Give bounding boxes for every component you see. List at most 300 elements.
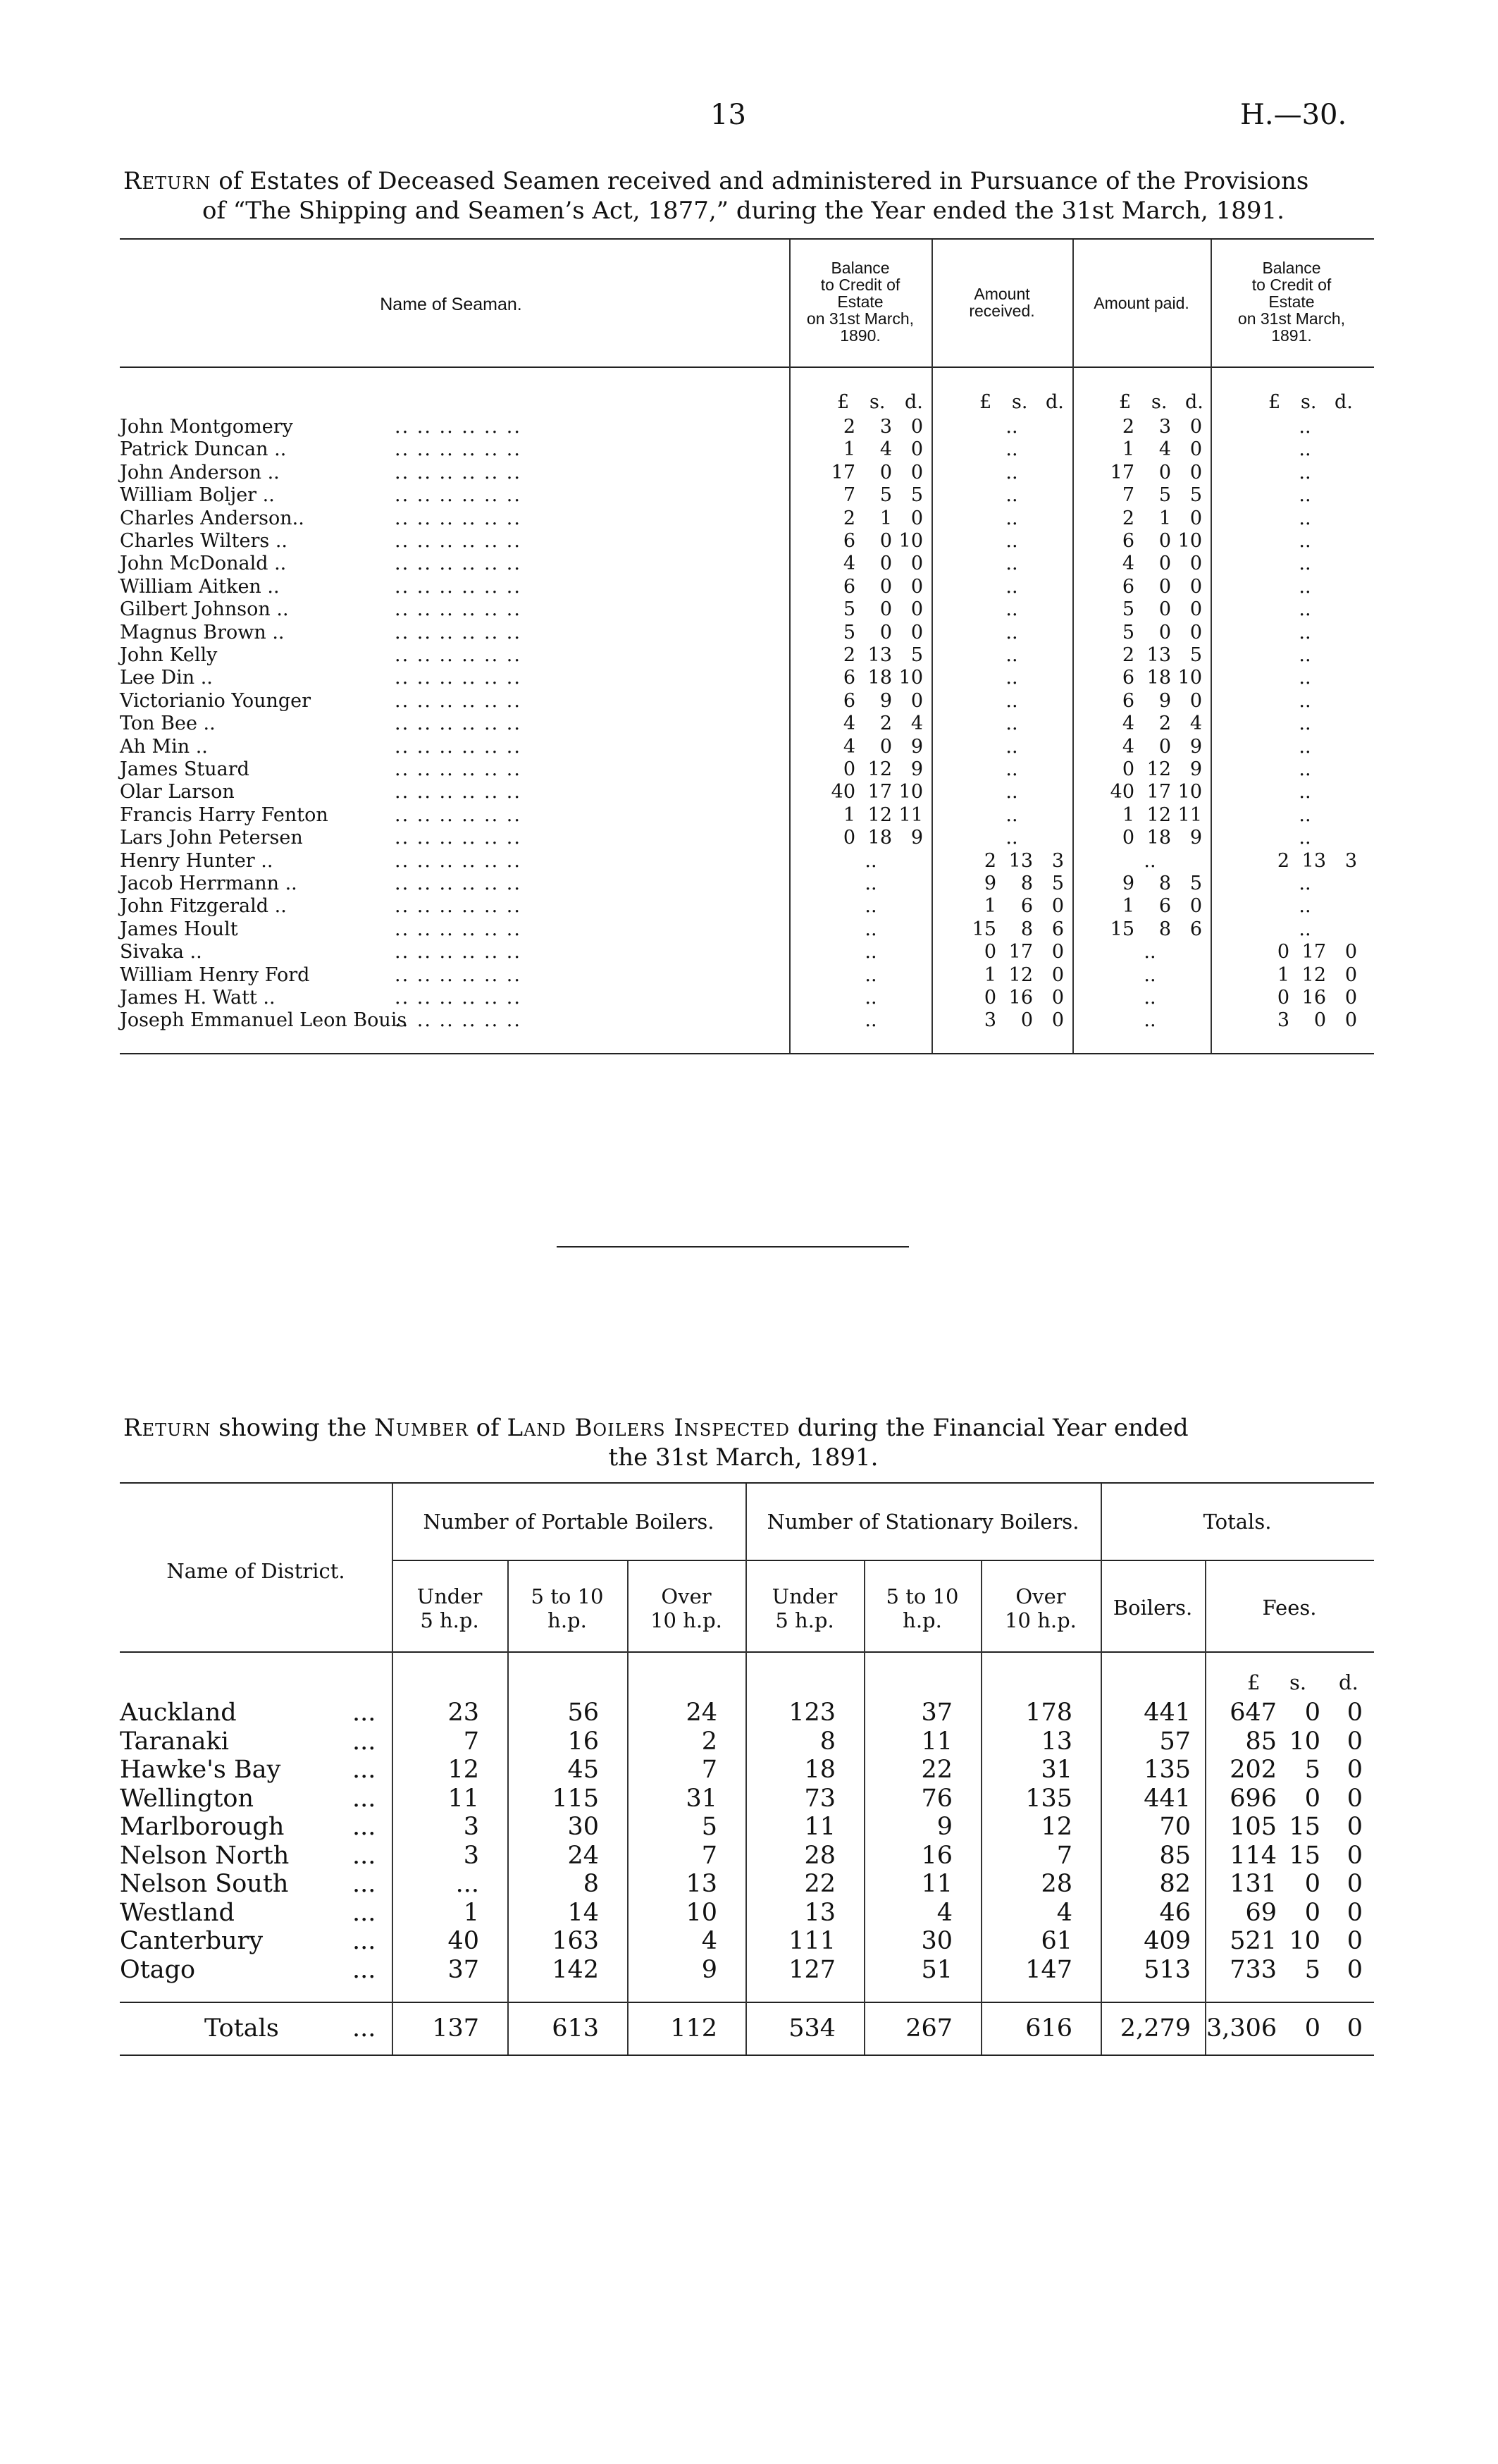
- count-cell: 7: [701, 1841, 717, 1870]
- pounds: 0: [1277, 987, 1289, 1009]
- table-row: [0, 1813, 1498, 1841]
- nil-marker: ..: [865, 873, 877, 894]
- seaman-name: James Hoult: [120, 918, 238, 940]
- count-cell: 2: [701, 1727, 717, 1756]
- shillings: 3: [1158, 416, 1171, 438]
- leader-dots: .. .. .. .. .. ..: [395, 575, 521, 598]
- nil-marker: ..: [1005, 735, 1018, 758]
- nil-marker: ..: [1144, 849, 1156, 872]
- fee-pounds: 733: [1230, 1955, 1277, 1984]
- col-head-over-10: Over 10 h.p.: [650, 1584, 722, 1632]
- pence: 5: [910, 484, 923, 507]
- unit-shilling: s.: [1289, 1670, 1307, 1694]
- unit-shilling: s.: [1151, 391, 1168, 413]
- leader-dots: .. .. .. .. .. ..: [395, 803, 521, 826]
- table-row: [0, 1956, 1498, 1984]
- fee-pounds: 202: [1230, 1756, 1277, 1784]
- count-cell: 115: [552, 1784, 599, 1813]
- pence: 9: [910, 758, 923, 780]
- nil-marker: ..: [1299, 530, 1311, 552]
- leader-dots: ...: [352, 1841, 376, 1870]
- nil-marker: ..: [1005, 667, 1018, 689]
- seaman-name: Francis Harry Fenton: [120, 803, 328, 826]
- fee-pence: 0: [1347, 1699, 1363, 1727]
- unit-pence: d.: [1335, 391, 1353, 413]
- count-cell: 409: [1144, 1927, 1191, 1955]
- pence: 4: [910, 713, 923, 735]
- shillings: 13: [867, 644, 892, 666]
- nil-marker: ..: [1299, 507, 1311, 529]
- pounds: 15: [1110, 918, 1134, 940]
- pounds: 6: [843, 575, 855, 598]
- seaman-name: Lee Din ..: [120, 667, 213, 689]
- nil-marker: ..: [1299, 461, 1311, 483]
- count-cell: 441: [1144, 1699, 1191, 1727]
- count-cell: 85: [1159, 1841, 1191, 1870]
- seaman-name: Patrick Duncan ..: [120, 438, 287, 461]
- count-cell: 22: [804, 1870, 836, 1898]
- pence: 0: [1344, 941, 1357, 963]
- pence: 0: [910, 438, 923, 461]
- pence: 0: [1344, 1009, 1357, 1032]
- nil-marker: ..: [1005, 438, 1018, 461]
- pounds: 6: [1122, 575, 1134, 598]
- pounds: 1: [843, 438, 855, 461]
- fee-pounds: 69: [1245, 1898, 1277, 1927]
- leader-dots: ...: [352, 1784, 376, 1813]
- leader-dots: .. .. .. .. .. ..: [395, 918, 521, 940]
- count-cell: 4: [701, 1927, 717, 1955]
- nil-marker: ..: [1005, 461, 1018, 483]
- table-row: [0, 1899, 1498, 1927]
- leader-dots: .. .. .. .. .. ..: [395, 758, 521, 780]
- boiler-bottom-rule: [120, 2055, 1374, 2056]
- col-head-portable: Number of Portable Boilers.: [423, 1510, 714, 1534]
- shillings: 18: [867, 667, 892, 689]
- count-cell: 40: [447, 1927, 479, 1955]
- count-cell: 267: [905, 2014, 953, 2043]
- shillings: 4: [1158, 438, 1171, 461]
- shillings: 17: [867, 781, 892, 803]
- district-name: Wellington: [120, 1784, 254, 1813]
- count-cell: 31: [686, 1784, 717, 1813]
- shillings: 18: [867, 827, 892, 849]
- leader-dots: .. .. .. .. .. ..: [395, 781, 521, 803]
- pence: 0: [910, 621, 923, 643]
- seaman-name: Henry Hunter ..: [120, 849, 273, 872]
- fee-pence: 0: [1347, 1813, 1363, 1841]
- pence: 0: [1189, 461, 1202, 483]
- pounds: 2: [984, 849, 996, 872]
- shillings: 1: [879, 507, 892, 529]
- pounds: 0: [1122, 827, 1134, 849]
- district-name: Otago: [120, 1955, 196, 1984]
- unit-pound: £: [1247, 1670, 1261, 1694]
- pounds: 2: [1122, 416, 1134, 438]
- fee-pounds: 3,306: [1206, 2014, 1277, 2043]
- fee-shillings: 0: [1304, 1784, 1320, 1813]
- col-head-under-5: Under 5 h.p.: [416, 1584, 483, 1632]
- col-head-boilers: Boilers.: [1113, 1596, 1193, 1620]
- pounds: 0: [1122, 758, 1134, 780]
- shillings: 8: [1020, 873, 1033, 894]
- shillings: 12: [867, 803, 892, 826]
- pounds: 5: [843, 621, 855, 643]
- leader-dots: ...: [352, 1870, 376, 1898]
- count-cell: 28: [804, 1841, 836, 1870]
- shillings: 0: [879, 621, 892, 643]
- table-row: [0, 1927, 1498, 1955]
- fee-pence: 0: [1347, 1841, 1363, 1870]
- count-cell: 24: [567, 1841, 599, 1870]
- shillings: 6: [1158, 895, 1171, 918]
- pence: 10: [1177, 530, 1202, 552]
- count-cell: 9: [936, 1813, 953, 1841]
- nil-marker: ..: [865, 918, 877, 940]
- count-cell: 178: [1025, 1699, 1072, 1727]
- district-name: Nelson South: [120, 1870, 289, 1898]
- shillings: 0: [1158, 530, 1171, 552]
- leader-dots: .. .. .. .. .. ..: [395, 849, 521, 872]
- count-cell: 56: [567, 1699, 599, 1727]
- nil-marker: ..: [1299, 553, 1311, 575]
- pence: 10: [898, 667, 923, 689]
- pounds: 6: [1122, 689, 1134, 712]
- leader-dots: .. .. .. .. .. ..: [395, 553, 521, 575]
- nil-marker: ..: [1005, 484, 1018, 507]
- nil-marker: ..: [1299, 438, 1311, 461]
- boiler-top-rule: [120, 1482, 1374, 1484]
- title-line-2: of “The Shipping and Seamen’s Act, 1877,” during the Year ended the 31st March, 1891.: [202, 197, 1285, 225]
- pounds: 2: [843, 507, 855, 529]
- pounds: 17: [831, 461, 855, 483]
- pounds: 6: [1122, 530, 1134, 552]
- pounds: 3: [1277, 1009, 1289, 1032]
- count-cell: 3: [463, 1813, 479, 1841]
- shillings: 9: [1158, 689, 1171, 712]
- unit-pound: £: [1268, 391, 1281, 413]
- pounds: 6: [1122, 667, 1134, 689]
- table-row: [0, 530, 1498, 553]
- pence: 0: [1344, 987, 1357, 1009]
- pounds: 2: [843, 644, 855, 666]
- pence: 0: [910, 461, 923, 483]
- count-cell: 16: [567, 1727, 599, 1756]
- fee-pounds: 105: [1230, 1813, 1277, 1841]
- count-cell: 24: [686, 1699, 717, 1727]
- pounds: 2: [1277, 849, 1289, 872]
- count-cell: 441: [1144, 1784, 1191, 1813]
- table-row: [0, 736, 1498, 758]
- col-head-5-to-10: 5 to 10 h.p.: [886, 1584, 959, 1632]
- pounds: 1: [984, 963, 996, 986]
- unit-pound: £: [837, 391, 850, 413]
- pounds: 0: [843, 827, 855, 849]
- pounds: 40: [1110, 781, 1134, 803]
- pounds: 2: [843, 416, 855, 438]
- pence: 0: [1189, 507, 1202, 529]
- shillings: 17: [1146, 781, 1171, 803]
- pence: 5: [1189, 873, 1202, 894]
- nil-marker: ..: [865, 1009, 877, 1032]
- table-row: [0, 1699, 1498, 1727]
- nil-marker: ..: [1005, 803, 1018, 826]
- pounds: 9: [984, 873, 996, 894]
- pence: 3: [1344, 849, 1357, 872]
- nil-marker: ..: [1299, 873, 1311, 894]
- count-cell: 46: [1159, 1898, 1191, 1927]
- seaman-name: James H. Watt ..: [120, 987, 276, 1009]
- nil-marker: ..: [1299, 713, 1311, 735]
- pence: 0: [1189, 553, 1202, 575]
- pounds: 5: [1122, 621, 1134, 643]
- nil-marker: ..: [1005, 530, 1018, 552]
- count-cell: 135: [1144, 1756, 1191, 1784]
- pence: 9: [910, 827, 923, 849]
- pounds: 17: [1110, 461, 1134, 483]
- pounds: 1: [843, 803, 855, 826]
- shillings: 0: [1020, 1009, 1033, 1032]
- seaman-name: James Stuard: [120, 758, 249, 780]
- table-row: [0, 873, 1498, 895]
- nil-marker: ..: [1005, 827, 1018, 849]
- shillings: 6: [1020, 895, 1033, 918]
- fee-pounds: 85: [1245, 1727, 1277, 1756]
- nil-marker: ..: [1144, 963, 1156, 986]
- shillings: 4: [879, 438, 892, 461]
- pounds: 4: [1122, 735, 1134, 758]
- pounds: 4: [843, 713, 855, 735]
- district-name: Nelson North: [120, 1841, 290, 1870]
- boiler-header-rule: [120, 1651, 1374, 1653]
- table-row: [0, 1870, 1498, 1898]
- count-cell: 142: [552, 1955, 599, 1984]
- shillings: 13: [1008, 849, 1033, 872]
- fee-pence: 0: [1347, 1927, 1363, 1955]
- pence: 6: [1189, 918, 1202, 940]
- fee-shillings: 15: [1289, 1841, 1320, 1870]
- table-row: [0, 416, 1498, 438]
- shillings: 8: [1020, 918, 1033, 940]
- table-row: [0, 1009, 1498, 1032]
- table-row: [0, 987, 1498, 1009]
- shillings: 9: [879, 689, 892, 712]
- leader-dots: .. .. .. .. .. ..: [395, 598, 521, 621]
- shillings: 0: [879, 575, 892, 598]
- table-row: [0, 781, 1498, 803]
- seaman-name: Joseph Emmanuel Leon Bouis: [120, 1009, 407, 1032]
- fee-pounds: 696: [1230, 1784, 1277, 1813]
- pence: 0: [1344, 963, 1357, 986]
- nil-marker: ..: [1005, 689, 1018, 712]
- shillings: 0: [879, 598, 892, 621]
- col-head-balance-1890: Balance to Credit of Estate on 31st March, 1890.: [806, 259, 915, 345]
- top-rule: [120, 238, 1374, 240]
- pounds: 5: [843, 598, 855, 621]
- pounds: 4: [843, 735, 855, 758]
- count-cell: 45: [567, 1756, 599, 1784]
- nil-marker: ..: [1005, 781, 1018, 803]
- col-head-stationary: Number of Stationary Boilers.: [767, 1510, 1079, 1534]
- fee-pence: 0: [1347, 1727, 1363, 1756]
- shillings: 12: [867, 758, 892, 780]
- pence: 0: [1189, 438, 1202, 461]
- nil-marker: ..: [1299, 621, 1311, 643]
- shillings: 12: [1008, 963, 1033, 986]
- nil-marker: ..: [1144, 987, 1156, 1009]
- table-row: [0, 690, 1498, 713]
- pence: 9: [1189, 827, 1202, 849]
- count-cell: 5: [701, 1813, 717, 1841]
- pence: 5: [1189, 484, 1202, 507]
- count-cell: 11: [804, 1813, 836, 1841]
- seaman-name: Gilbert Johnson ..: [120, 598, 289, 621]
- shillings: 16: [1008, 987, 1033, 1009]
- count-cell: 18: [804, 1756, 836, 1784]
- count-cell: 82: [1159, 1870, 1191, 1898]
- fee-shillings: 5: [1304, 1955, 1320, 1984]
- district-name: Hawke's Bay: [120, 1756, 281, 1784]
- pence: 9: [1189, 758, 1202, 780]
- leader-dots: .. .. .. .. .. ..: [395, 461, 521, 483]
- table-row: [0, 484, 1498, 507]
- pounds: 6: [843, 667, 855, 689]
- pence: 0: [1189, 621, 1202, 643]
- count-cell: 8: [819, 1727, 836, 1756]
- fee-pence: 0: [1347, 1898, 1363, 1927]
- fee-pence: 0: [1347, 2014, 1363, 2043]
- shillings: 0: [879, 530, 892, 552]
- section-separator: [557, 1246, 909, 1248]
- boiler-sub-rule: [1101, 1560, 1374, 1561]
- count-cell: 513: [1144, 1955, 1191, 1984]
- count-cell: 111: [788, 1927, 836, 1955]
- count-cell: 23: [447, 1699, 479, 1727]
- fee-shillings: 10: [1289, 1927, 1320, 1955]
- boilers-return-title: Return showing the Number of Land Boilers Inspected during the Financial Year ended the 31st March, 1891.: [123, 1414, 1189, 1472]
- seaman-name: John Anderson ..: [120, 461, 280, 483]
- fee-pounds: 647: [1230, 1699, 1277, 1727]
- shillings: 8: [1158, 873, 1171, 894]
- pence: 0: [1189, 575, 1202, 598]
- pounds: 15: [972, 918, 996, 940]
- nil-marker: ..: [1144, 1009, 1156, 1032]
- pence: 0: [1189, 416, 1202, 438]
- pence: 0: [910, 689, 923, 712]
- count-cell: 13: [804, 1898, 836, 1927]
- nil-marker: ..: [1299, 803, 1311, 826]
- count-cell: 9: [701, 1955, 717, 1984]
- table-row: [0, 553, 1498, 575]
- seaman-name: William Boljer ..: [120, 484, 275, 507]
- count-cell: 123: [788, 1699, 836, 1727]
- unit-pound: £: [979, 391, 992, 413]
- district-name: Auckland: [120, 1699, 237, 1727]
- leader-dots: .. .. .. .. .. ..: [395, 438, 521, 461]
- count-cell: 163: [552, 1927, 599, 1955]
- pence: 0: [1051, 1009, 1064, 1032]
- count-cell: 37: [447, 1955, 479, 1984]
- seaman-name: John Montgomery: [120, 416, 293, 438]
- table-row: [0, 964, 1498, 987]
- table-row: [0, 804, 1498, 827]
- pounds: 3: [984, 1009, 996, 1032]
- nil-marker: ..: [1299, 598, 1311, 621]
- fee-shillings: 0: [1304, 1870, 1320, 1898]
- pence: 0: [1189, 895, 1202, 918]
- table-row: [0, 462, 1498, 484]
- fee-pounds: 131: [1230, 1870, 1277, 1898]
- shillings: 12: [1301, 963, 1326, 986]
- nil-marker: ..: [1005, 644, 1018, 666]
- table-row: [0, 507, 1498, 530]
- seaman-name: Ah Min ..: [120, 735, 208, 758]
- leader-dots: .. .. .. .. .. ..: [395, 827, 521, 849]
- pounds: 1: [1277, 963, 1289, 986]
- shillings: 8: [1158, 918, 1171, 940]
- district-name: Taranaki: [120, 1727, 229, 1756]
- table-row: [0, 713, 1498, 735]
- pounds: 0: [843, 758, 855, 780]
- seaman-name: Charles Wilters ..: [120, 530, 287, 552]
- boiler-totals-rule: [120, 2002, 1374, 2003]
- count-cell: 13: [686, 1870, 717, 1898]
- count-cell: 37: [921, 1699, 953, 1727]
- table-row: [0, 1785, 1498, 1813]
- count-cell: 57: [1159, 1727, 1191, 1756]
- count-cell: 135: [1025, 1784, 1072, 1813]
- pence: 0: [1051, 963, 1064, 986]
- shillings: 5: [879, 484, 892, 507]
- count-cell: 613: [552, 2014, 599, 2043]
- fee-shillings: 5: [1304, 1756, 1320, 1784]
- shillings: 0: [1158, 598, 1171, 621]
- leader-dots: ...: [352, 1813, 376, 1841]
- table-row: [0, 667, 1498, 689]
- shillings: 0: [1158, 461, 1171, 483]
- count-cell: 22: [921, 1756, 953, 1784]
- nil-marker: ..: [1005, 553, 1018, 575]
- pence: 0: [910, 507, 923, 529]
- nil-marker: ..: [1299, 735, 1311, 758]
- district-name: Marlborough: [120, 1813, 285, 1841]
- count-cell: 2,279: [1120, 2014, 1191, 2043]
- pence: 10: [898, 781, 923, 803]
- unit-pence: d.: [1046, 391, 1064, 413]
- pounds: 0: [984, 987, 996, 1009]
- nil-marker: ..: [1299, 827, 1311, 849]
- count-cell: 534: [788, 2014, 836, 2043]
- leader-dots: .. .. .. .. .. ..: [395, 689, 521, 712]
- shillings: 17: [1008, 941, 1033, 963]
- count-cell: 12: [447, 1756, 479, 1784]
- unit-shilling: s.: [869, 391, 886, 413]
- fee-shillings: 0: [1304, 1898, 1320, 1927]
- seaman-name: Magnus Brown ..: [120, 621, 285, 643]
- district-name: Canterbury: [120, 1927, 264, 1955]
- pence: 0: [1051, 895, 1064, 918]
- unit-pence: d.: [905, 391, 923, 413]
- leader-dots: ...: [352, 2014, 376, 2043]
- count-cell: 30: [567, 1813, 599, 1841]
- pounds: 5: [1122, 598, 1134, 621]
- leader-dots: .. .. .. .. .. ..: [395, 895, 521, 918]
- fee-shillings: 0: [1304, 2014, 1320, 2043]
- shillings: 3: [879, 416, 892, 438]
- count-cell: 137: [432, 2014, 479, 2043]
- document-reference: H.—30.: [1240, 99, 1347, 131]
- count-cell: 14: [567, 1898, 599, 1927]
